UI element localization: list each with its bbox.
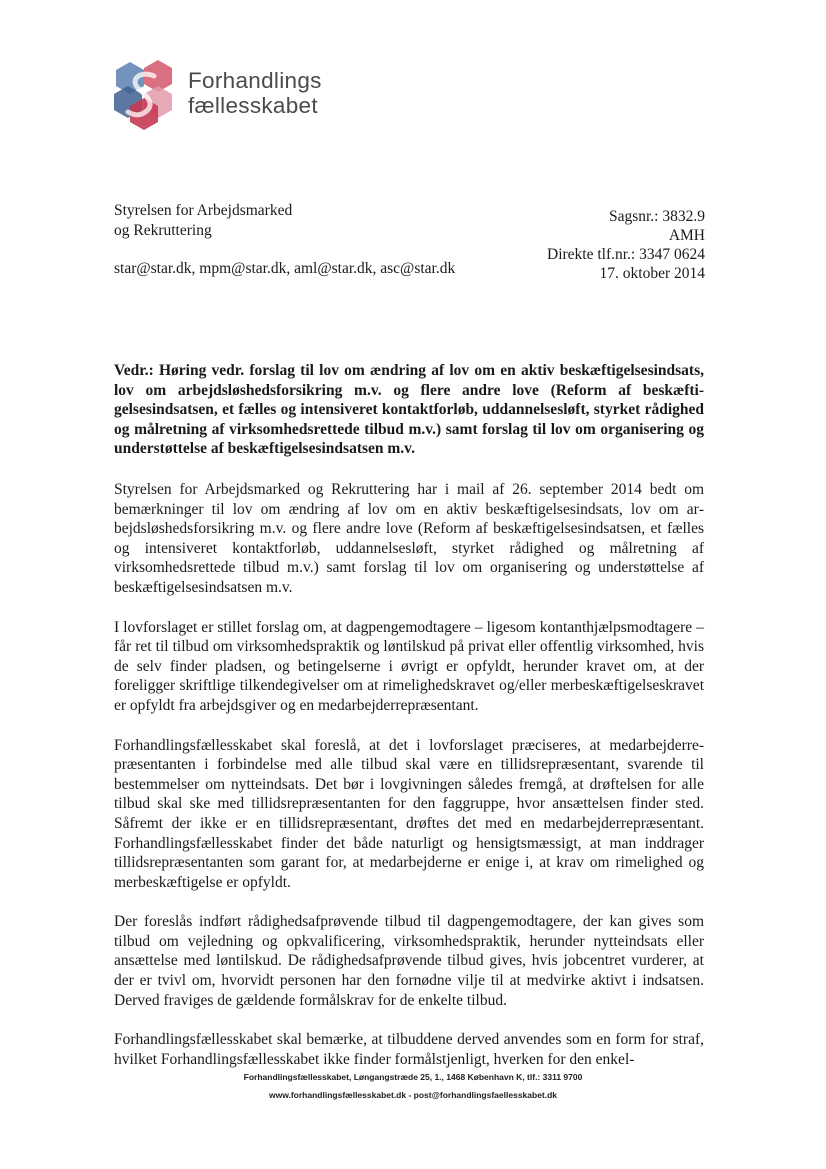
letter-footer [0, 1068, 826, 1104]
recipient-line-1: Styrelsen for Arbejdsmarked [114, 202, 293, 219]
body-paragraph: Forhandlingsfællesskabet skal foreslå, at det i lovforslaget præciseres, at medarbejderrepræsentanten i forbindelse med alle tilbud skal være en tillidsrepræsentant, svarende til bestemmelser om nytteindsats. Det bør i lovgivningen således fremgå, at drøftelsen for alle tilbud skal ske med tillidsrepræsentanten for den faggruppe, hvor ansættelsen finder sted. Såfremt der ikke er en tillidsrepræsentant, drøftes det med en medarbejderrepræsentant. Forhandlingsfællesskabet finder det både naturligt og hensigtsmæssigt, at man inddrager tillidsrepræsentanten som garant for, at medarbejderne er enige i, at krav om rimelighed og merbeskæftigelse er opfyldt. [114, 736, 704, 891]
case-initials: AMH [668, 227, 705, 244]
letter-date: 17. oktober 2014 [599, 265, 705, 282]
letter-body [114, 480, 704, 1089]
case-meta [547, 207, 705, 283]
logo-wordmark [188, 68, 322, 118]
logo-line-1: Forhandlings [188, 68, 322, 93]
recipient-line-2: og Rekruttering [114, 222, 212, 239]
body-paragraph: Forhandlingsfællesskabet skal bemærke, at tilbuddene derved anvendes som en form for straf, hvilket Forhandlingsfællesskabet ikke finder formålstjenligt, hverken for den enkel- [114, 1031, 704, 1068]
recipient-address [114, 201, 292, 241]
recipient-emails: star@star.dk, mpm@star.dk, aml@star.dk, asc@star.dk [114, 260, 456, 277]
footer-web-email: www.forhandlingsfællesskabet.dk - post@forhandlingsfaellesskabet.dk [268, 1090, 558, 1100]
footer-address: Forhandlingsfællesskabet, Løngangstræde 25, 1., 1468 København K, tlf.: 3311 9700 [243, 1072, 583, 1082]
forhandlingsfaellesskabet-logo-icon [114, 56, 180, 136]
direct-phone: Direkte tlf.nr.: 3347 0624 [547, 246, 705, 263]
logo-line-2: fællesskabet [188, 93, 318, 118]
body-paragraph: Der foreslås indført rådighedsafprøvende tilbud til dagpengemodtagere, der kan gives som tilbud om vejledning og opkvalificering, virksomhedspraktik, herunder nytteindsats eller ansættelse med løntilskud. De rådighedsafprøvende tilbud gives, hvis jobcentret vurderer, at der er tvivl om, hvorvidt personen har den fornødne vilje til at medvirke aktivt i indsatsen. Derved fraviges de gældende formålskrav for de enkelte tilbud. [114, 913, 704, 1009]
letter-subject: Vedr.: Høring vedr. forslag til lov om ændring af lov om en aktiv beskæftigelsesindsats, lov om arbejdsløshedsforsikring m.v. og flere andre love (Reform af beskæftigelsesindsatsen, et fælles og intensiveret kontaktforløb, uddannelsesløft, styrket rådighed og målretning af virksomhedsrettede tilbud m.v.) samt forslag til lov om organisering og understøttelse af beskæftigelsesindsatsen m.v. [114, 362, 704, 458]
body-paragraph: Styrelsen for Arbejdsmarked og Rekruttering har i mail af 26. september 2014 bedt om bemærkninger til lov om ændring af lov om en aktiv beskæftigelsesindsats, lov om arbejdsløshedsforsikring m.v. og flere andre love (Reform af beskæftigelsesindsatsen, et fælles og intensiveret kontaktforløb, uddannelsesløft, styrket rådighed og målretning af virksomhedsrettede tilbud m.v.) samt forslag til lov om organisering og understøttelse af beskæftigelsesindsatsen m.v. [114, 481, 704, 596]
case-number: Sagsnr.: 3832.9 [608, 208, 705, 225]
body-paragraph: I lovforslaget er stillet forslag om, at dagpengemodtagere – ligesom kontanthjælpsmodtagere – får ret til tilbud om virksomhedspraktik og løntilskud på privat eller offentlig virksomhed, hvis de selv finder pladsen, og betingelserne i øvrigt er opfyldt, herunder kravet om, at der foreligger skriftlige tilkendegivelser om at rimelighedskravet og/eller merbeskæftigelseskravet er opfyldt fra arbejdsgiver og en medarbejderrepræsentant. [114, 618, 704, 714]
